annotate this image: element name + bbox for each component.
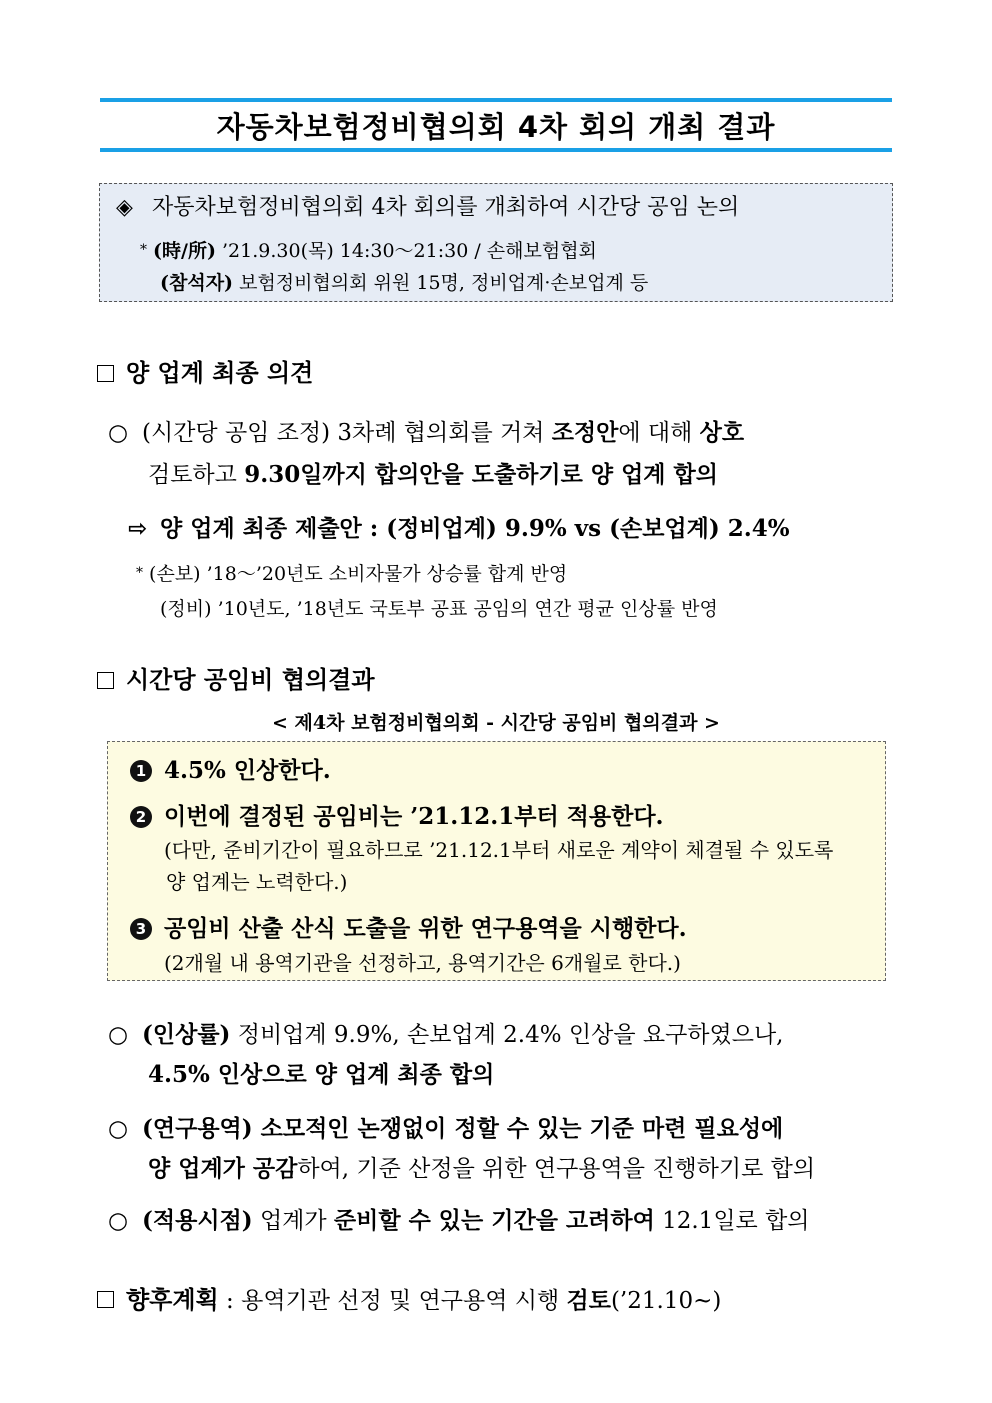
result-caption: < 제4차 보험정비협의회 - 시간당 공임비 협의결과 > — [272, 712, 720, 734]
agreement-item-2-sub2: 양 업계는 노력한다.) — [166, 870, 348, 894]
number-1-icon: 1 — [130, 760, 152, 782]
number-3-icon: 3 — [130, 918, 152, 940]
note-repair: (정비) ’10년도, ’18년도 국토부 공표 공임의 연간 평균 인상률 반영 — [160, 598, 718, 620]
paragraph-rate: ○ (인상률) 정비업계 9.9%, 손보업계 2.4% 인상을 요구하였으나, — [108, 1021, 784, 1048]
checkbox-square-icon — [97, 1291, 114, 1308]
circle-bullet-icon: ○ — [108, 1116, 129, 1142]
paragraph-adjustment-line2: 검토하고 9.30일까지 합의안을 도출하기로 양 업계 합의 — [148, 461, 718, 488]
agreement-box — [107, 741, 886, 981]
summary-text: 자동차보험정비협의회 4차 회의를 개최하여 시간당 공임 논의 — [152, 195, 740, 220]
agreement-item-2: 2 이번에 결정된 공임비는 ’21.12.1부터 적용한다. — [130, 798, 664, 831]
page-title: 자동차보험정비협의회 4차 회의 개최 결과 — [216, 109, 776, 144]
circle-bullet-icon: ○ — [108, 1022, 129, 1048]
paragraph-adjustment: ○ (시간당 공임 조정) 3차례 협의회를 거쳐 조정안에 대해 상호 — [108, 419, 745, 446]
summary-main — [116, 190, 739, 221]
paragraph-rate-line2: 4.5% 인상으로 양 업계 최종 합의 — [148, 1061, 495, 1088]
summary-attendees: (참석자) 보험정비협의회 위원 15명, 정비업계·손보업계 등 — [160, 272, 649, 294]
summary-box — [99, 183, 893, 302]
circle-bullet-icon: ○ — [108, 420, 129, 446]
agreement-item-3: 3 공임비 산출 산식 도출을 위한 연구용역을 시행한다. — [130, 910, 687, 943]
agreement-item-2-sub1: (다만, 준비기간이 필요하므로 ’21.12.1부터 새로운 계약이 체결될 수 있도록 — [164, 838, 834, 862]
diamond-icon: ◈ — [116, 195, 133, 220]
paragraph-research: ○ (연구용역) 소모적인 논쟁없이 정할 수 있는 기준 마련 필요성에 — [108, 1115, 784, 1142]
agreement-item-3-sub1: (2개월 내 용역기관을 선정하고, 용역기간은 6개월로 한다.) — [164, 951, 681, 975]
circle-bullet-icon: ○ — [108, 1208, 129, 1234]
paragraph-apply: ○ (적용시점) 업계가 준비할 수 있는 기간을 고려하여 12.1일로 합의 — [108, 1207, 810, 1234]
paragraph-research-line2: 양 업계가 공감하여, 기준 산정을 위한 연구용역을 진행하기로 합의 — [148, 1155, 816, 1182]
section-future-plan: 향후계획 : 용역기관 선정 및 연구용역 시행 검토(’21.10~) — [97, 1280, 721, 1315]
section-heading-result: 시간당 공임비 협의결과 — [97, 660, 375, 695]
section-heading-final-opinion: 양 업계 최종 의견 — [97, 353, 313, 388]
final-proposal: ⇨ 양 업계 최종 제출안 : (정비업계) 9.9% vs (손보업계) 2.4% — [128, 515, 790, 542]
note-insurance: * (손보) ’18～’20년도 소비자물가 상승률 합계 반영 — [136, 563, 568, 585]
arrow-icon: ⇨ — [128, 516, 148, 542]
checkbox-square-icon — [97, 365, 114, 382]
checkbox-square-icon — [97, 672, 114, 689]
summary-time-place: * (時/所) ’21.9.30(목) 14:30～21:30 / 손해보험협회 — [140, 240, 597, 262]
agreement-item-1: 1 4.5% 인상한다. — [130, 752, 331, 785]
title-banner — [100, 98, 892, 152]
number-2-icon: 2 — [130, 806, 152, 828]
